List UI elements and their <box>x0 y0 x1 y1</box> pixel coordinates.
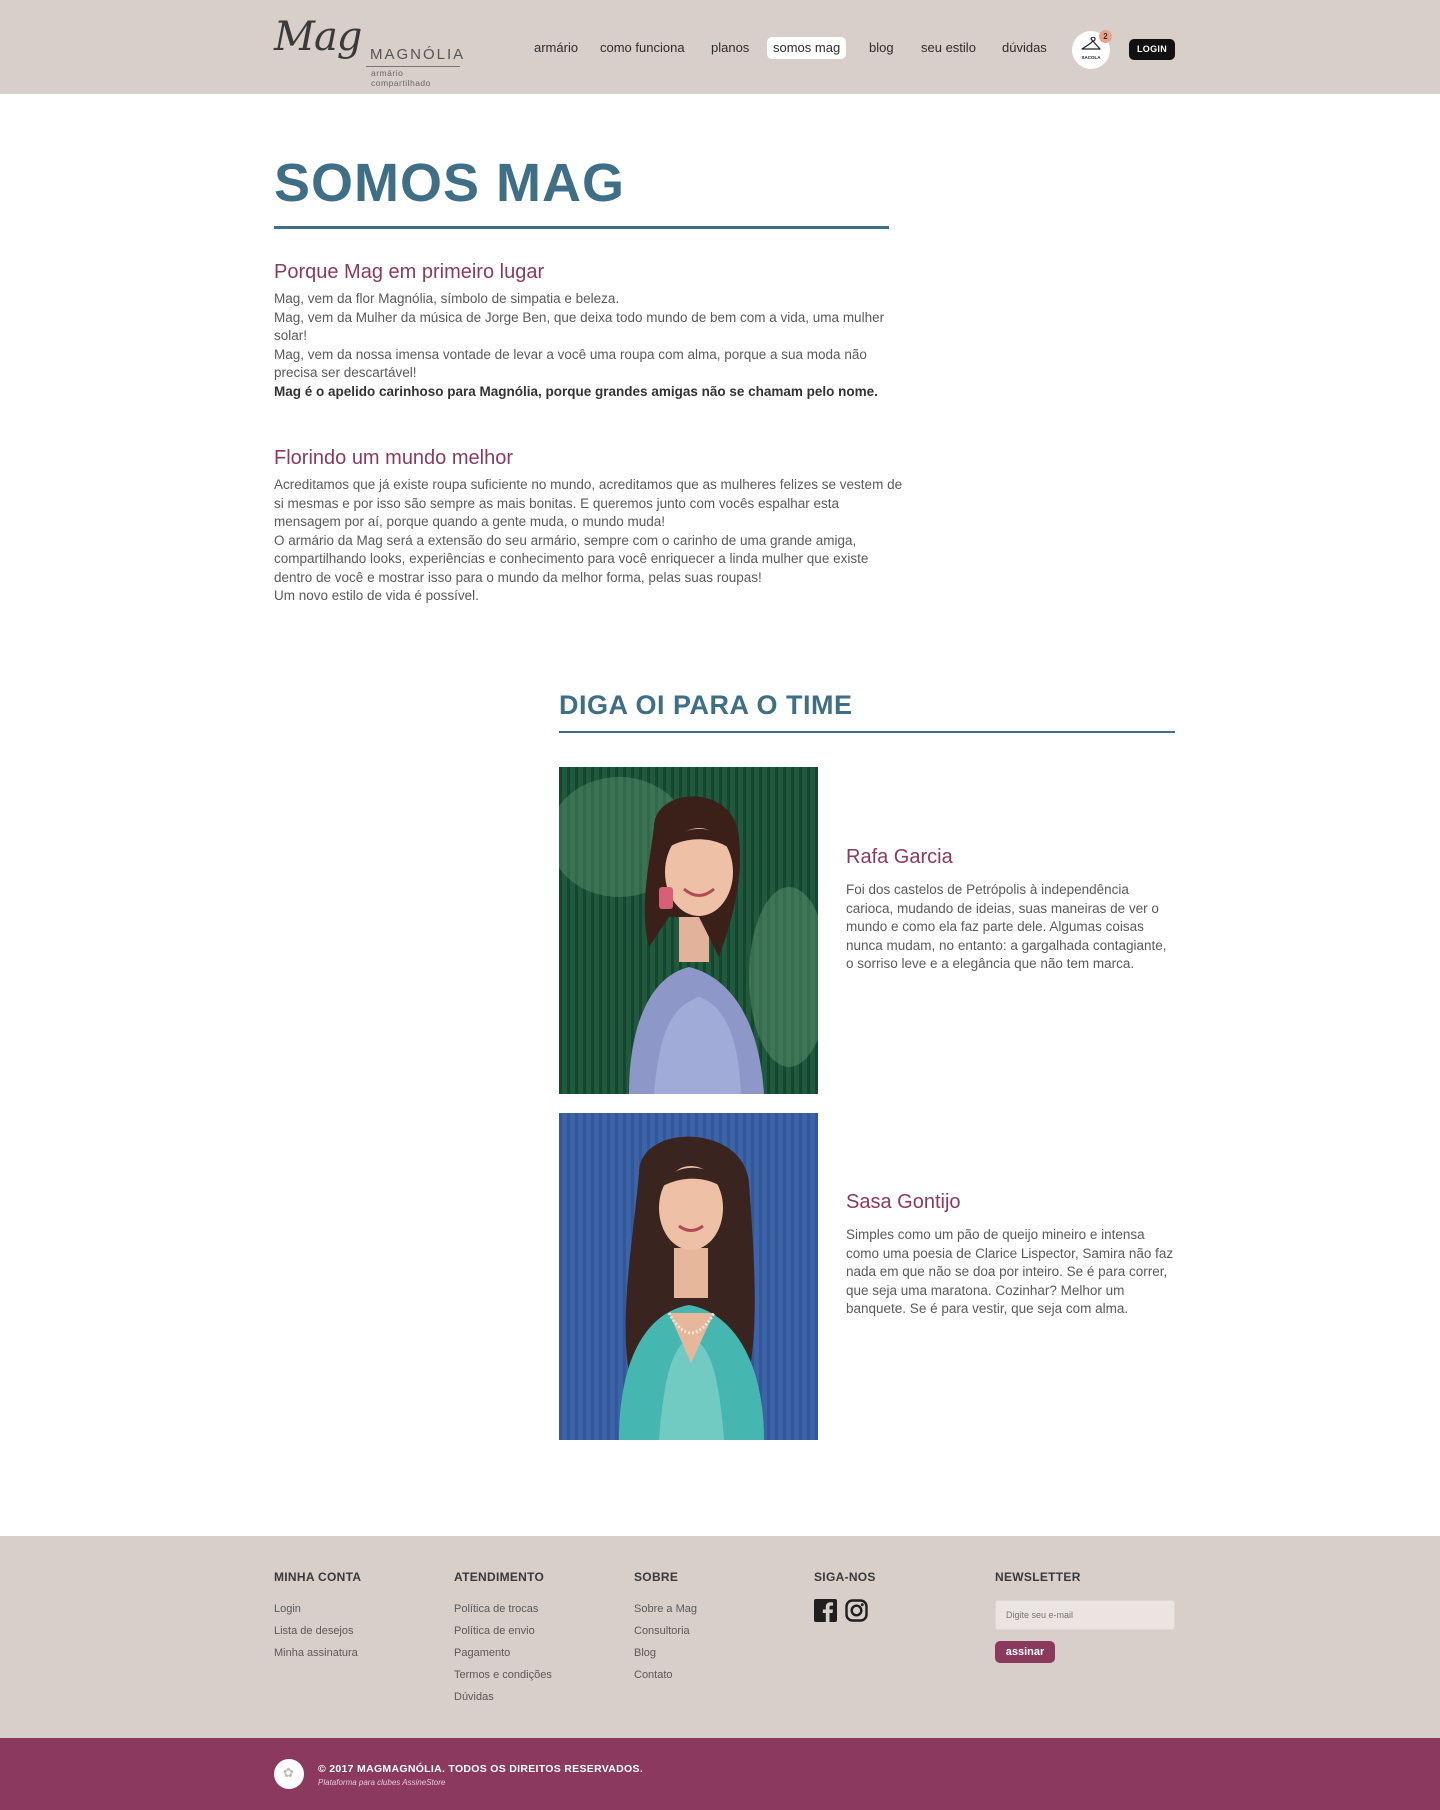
member-name: Rafa Garcia <box>846 846 953 868</box>
footer-col-title: ATENDIMENTO <box>454 1570 545 1584</box>
paragraph-bold: Mag é o apelido carinhoso para Magnólia, porque grandes amigas não se chamam pelo nome. <box>274 383 878 399</box>
footer-link-duvidas[interactable]: Dúvidas <box>454 1691 494 1703</box>
footer-col-title: SIGA-NOS <box>814 1570 876 1584</box>
copyright-text: © 2017 MAGMAGNÓLIA. TODOS OS DIREITOS RESERVADOS. <box>318 1763 644 1775</box>
login-button[interactable]: LOGIN <box>1129 39 1175 60</box>
nav-somos-mag[interactable]: somos mag <box>767 37 846 59</box>
facebook-icon[interactable] <box>814 1599 837 1622</box>
team-photo-sasa <box>559 1113 818 1440</box>
footer-link-pagamento[interactable]: Pagamento <box>454 1647 511 1659</box>
footer-col-minha-conta <box>274 1570 361 1664</box>
footer-col-title: SOBRE <box>634 1570 679 1584</box>
team-photo-rafa <box>559 767 818 1094</box>
platform-text: Plataforma para clubes AssineStore <box>318 1778 446 1787</box>
footer-link-politica-trocas[interactable]: Política de trocas <box>454 1603 539 1615</box>
member-bio: Simples como um pão de queijo mineiro e intensa como uma poesia de Clarice Lispector, Samira não faz nada em que não se doa por inteiro. Se é para correr, que seja uma maratona. Cozinhar? Melhor um banquete. Se é para vestir, que seja com alma. <box>846 1227 1174 1316</box>
footer-col-title: MINHA CONTA <box>274 1570 362 1584</box>
footer-link-politica-envio[interactable]: Política de envio <box>454 1625 535 1637</box>
paragraph: Mag, vem da nossa imensa vontade de levar a você uma roupa com alma, porque a sua moda não precisa ser descartável! <box>274 346 867 380</box>
member-rafa <box>846 846 1176 974</box>
logo[interactable] <box>274 14 466 88</box>
logo-script: Mag <box>274 14 362 60</box>
footer-link-login[interactable]: Login <box>274 1603 301 1615</box>
footer-col-siga-nos <box>814 1570 876 1598</box>
paragraph: Acreditamos que já existe roupa suficiente no mundo, acreditamos que as mulheres felizes se vestem de si mesmas e por isso são sempre as mais bonitas. E queremos junto com vocês espalhar esta mensagem por aí, porque quando a gente muda, o mundo muda! <box>274 477 903 529</box>
footer-col-atendimento <box>454 1570 552 1708</box>
footer-col-sobre <box>634 1570 697 1686</box>
logo-word: MAGNÓLIA <box>370 46 466 63</box>
footer-link-consultoria[interactable]: Consultoria <box>634 1625 690 1637</box>
bag-button[interactable] <box>1072 31 1110 69</box>
paragraph: O armário da Mag será a extensão do seu armário, sempre com o carinho de uma grande amiga, compartilhando looks, experiências e conhecimento para você enriquecer a linda mulher que existe dentro de você e mostrar isso para o mundo da melhor forma, pelas suas roupas! <box>274 532 869 585</box>
nav-duvidas[interactable]: dúvidas <box>1002 40 1047 55</box>
member-name: Sasa Gontijo <box>846 1191 961 1213</box>
footer-col-title: NEWSLETTER <box>995 1570 1081 1584</box>
instagram-icon[interactable] <box>845 1599 868 1622</box>
nav-como-funciona[interactable]: como funciona <box>600 40 685 55</box>
member-bio: Foi dos castelos de Petrópolis à independência carioca, mudando de ideias, suas maneiras de ver o mundo e como ela faz parte dele. Algumas coisas nunca mudam, no entanto: a gargalhada contagiante, o sorriso leve e a elegância que não tem marca. <box>846 882 1167 971</box>
bag-label: SACOLA <box>1081 55 1101 60</box>
paragraph: Um novo estilo de vida é possível. <box>274 588 479 603</box>
section-florindo <box>274 447 904 606</box>
flower-icon: ✿ <box>283 1765 294 1780</box>
team-divider <box>559 731 1175 733</box>
footer-link-blog[interactable]: Blog <box>634 1647 657 1659</box>
nav-planos[interactable]: planos <box>711 40 750 55</box>
page-title: SOMOS MAG <box>274 153 626 213</box>
nav-blog[interactable]: blog <box>869 40 894 55</box>
nav-armario[interactable]: armário <box>534 40 579 55</box>
title-divider <box>274 226 889 229</box>
section-heading: Porque Mag em primeiro lugar <box>274 261 545 283</box>
section-heading: Florindo um mundo melhor <box>274 447 513 469</box>
section-porque-mag <box>274 261 904 401</box>
bag-count-badge: 2 <box>1099 30 1112 43</box>
paragraph: Mag, vem da Mulher da música de Jorge Ben, que deixa todo mundo de bem com a vida, uma mulher solar! <box>274 309 885 343</box>
header <box>0 0 1440 94</box>
assinestore-logo[interactable] <box>274 1759 304 1789</box>
newsletter-subscribe-button[interactable]: assinar <box>995 1641 1055 1663</box>
footer-col-newsletter <box>995 1570 1081 1598</box>
member-sasa <box>846 1191 1176 1319</box>
nav-seu-estilo[interactable]: seu estilo <box>921 40 976 55</box>
paragraph: Mag, vem da flor Magnólia, símbolo de simpatia e beleza. <box>274 291 620 306</box>
copyright-bar <box>0 1738 1440 1810</box>
footer-link-contato[interactable]: Contato <box>634 1669 673 1681</box>
logo-tagline: armário compartilhado <box>371 68 431 88</box>
logo-divider <box>366 66 460 67</box>
footer-link-lista-desejos[interactable]: Lista de desejos <box>274 1625 354 1637</box>
team-title: DIGA OI PARA O TIME <box>559 690 853 720</box>
footer-link-minha-assinatura[interactable]: Minha assinatura <box>274 1647 358 1659</box>
footer-link-termos[interactable]: Termos e condições <box>454 1669 552 1681</box>
footer <box>0 1536 1440 1738</box>
footer-link-sobre-mag[interactable]: Sobre a Mag <box>634 1603 697 1615</box>
newsletter-email-input[interactable] <box>995 1600 1175 1630</box>
